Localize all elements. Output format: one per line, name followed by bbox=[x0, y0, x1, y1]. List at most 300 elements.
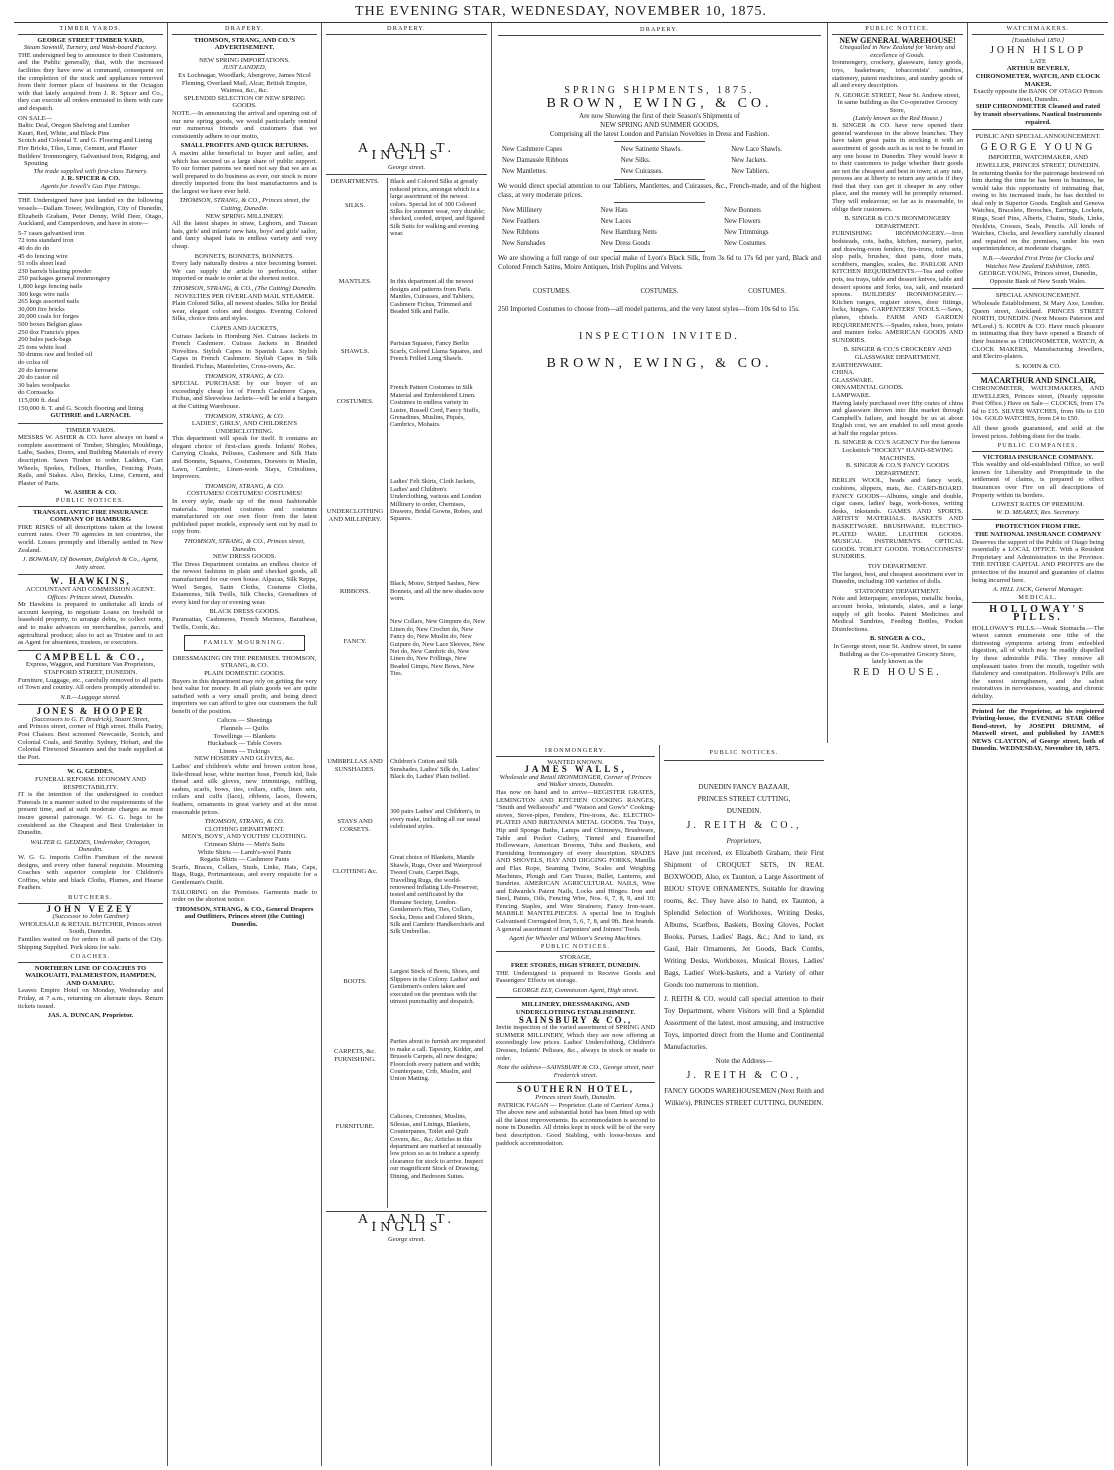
ad-body: This wealthy and old-established Office, so well known for Liberality and Promptitude in the settlement of claims, is prepared to effect Insurances over Fire on all descriptions of Property within its borders. bbox=[972, 461, 1104, 499]
table-row bbox=[498, 166, 821, 177]
ad-body: NOTE.—In announcing the arrival and opening out of our new spring goods, we would particularly remind our numerous friends and customers that we consistently adhere to our motto, bbox=[172, 109, 317, 140]
ad-body: Cuirass Jackets in Homburg Net. Cuirass Jackets in French Cashmere. Cuirass Jackets in Braided Novelties. Stylish Capes in Spanish Lace. Stylish Capes in French Cashmere. Stylish Capes in Silk Braided. Fichus, Mantelettes, Cross-overs, &c. bbox=[172, 332, 317, 370]
ad-body: and Princes street, corner of High street. Hulls Pastry, Post Chaises. Best screened Newcastle, Scotch, and Colonial Coals, and Smithy. Sydney, Hobart, and the Colonial Firewood Steamers and the trade supplied at the Port. bbox=[18, 723, 163, 761]
ad-list bbox=[18, 230, 163, 412]
inspection-label: INSPECTION INVITED. bbox=[579, 331, 740, 342]
list-item: Fire Bricks, Tiles, Lime, Cement, and Plaster bbox=[18, 144, 138, 152]
ad-subtitle: FANCY GOODS WAREHOUSEMEN (Next Reith and Wilkie's), PRINCES STREET CUTTING, DUNEDIN. bbox=[664, 1087, 824, 1107]
ad-body: THE Undersigned is prepared to Receive Goods and Passengers' Effects on storage. bbox=[496, 969, 655, 985]
ad-body: The above new and substantial hotel has been fitted up with all the latest improvements. Its accommodation is second to none in Dunedin. All drinks kept in stock will be of the very best description. Good Stabling, with loose-boxes and paddock accommodation. bbox=[496, 1109, 655, 1147]
section-label: BONNETS, BONNETS, BONNETS. bbox=[194, 252, 295, 260]
section-label: NOVELTIES PER OVERLAND MAIL STEAMER. bbox=[174, 292, 315, 300]
ad-subtitle: Proprietors, bbox=[726, 837, 762, 845]
ad-note: LATE bbox=[1029, 57, 1047, 65]
ad-body: Scarfs, Braces, Collars, Studs, Links, Hats, Caps, Bags, Rugs, Portmanteaus, and every requisite for a Gentleman's Outfit. bbox=[172, 863, 317, 886]
ad-body: MESSRS W. ASHER & CO. have always on hand a complete assortment of Timber, Shingles, Mouldings, Laths, Sashes, Doors, and Building Materials of every description. Sawn Timber to order. Ladders, Cart Wheels, Spokes, Felloes, Hurdles, Fencing Posts, Rails, and Stakes. Also, Bricks, Lime, Cement, and Plaster of Paris. bbox=[18, 434, 163, 487]
ad-list bbox=[172, 841, 317, 864]
department-label: MANTLES. bbox=[338, 278, 372, 286]
list-item: 250 packages general ironmongery bbox=[18, 275, 111, 283]
divider bbox=[614, 251, 704, 252]
department-desc: Largest Stock of Boots, Shoes, and Slippers in the Colony. Ladies' and Gentlemen's orders taken and executed on the premises with the utmost punctuality and despatch. bbox=[390, 968, 480, 1005]
department-label: SILKS. bbox=[345, 202, 365, 210]
ad-body: Mr Hawkins is prepared to undertake all kinds of account keeping, to negotiate Loans on freehold or leasehold property, to arrange debts, to collect rents, and to make advances on merchandise, parcels, and agricultural produce; also to act as Trustee and to act as Agent for absentees, trustees, or executors. bbox=[18, 601, 163, 647]
firm-name: J. REITH & CO., bbox=[686, 820, 802, 831]
section-label: SPECIAL ANNOUNCEMENT. bbox=[995, 292, 1081, 300]
ad-list bbox=[832, 362, 963, 400]
list-item: Builders' Ironmongery, Galvanised Iron, Ridging, and Spouting bbox=[18, 152, 161, 168]
table-cell: New Lace Shawls. bbox=[731, 146, 783, 153]
section-header: COACHES. bbox=[18, 953, 163, 963]
table-cell: New Flowers bbox=[724, 218, 761, 225]
ad-signature: GUTHRIE and LARNACH. bbox=[50, 412, 131, 420]
ad-body: Have just received, ex Elizabeth Graham, their First Shipment of CROQUET SETS, IN REAL BOXWOOD, Also, ex Taunton, a Large Assortment of BIJOU STOVE ORNAMENTS, Suitable for drawing rooms, &c. They have also to hand, ex Taunton, a Splendid Selection of Workboxes, Writing Desks, Albums, Scarfbos, Baskets, Boxing Gloves, Pocket Books, Purses, Ladies' Bags, &c.; And to land, ex Gaul, Hair Ornaments, Jet Goods, Back Combs, Writing Desks, Workboxes, Musical Boxes, Ladies' Bags, Ladies' Work-baskets, and a Variety of other Goods too numerous to mention. bbox=[664, 849, 824, 989]
list-item: Kauri, Red, White, and Black Pine bbox=[18, 129, 110, 137]
column-timber bbox=[14, 23, 168, 1466]
mourning-box: FAMILY MOURNING. bbox=[184, 635, 305, 651]
ad-signature: THOMSON, STRANG, & CO., Princes street, the Cutting, Dunedin. bbox=[179, 197, 310, 213]
list-item: Huckaback — Table Covers bbox=[207, 740, 282, 748]
ad-body: Invite inspection of the varied assortment of SPRING AND SUMMER MILLINERY, Which they are now offering at exceedingly low prices. Ladies' Underclothing, Children's Dresses, Infants' Pelisses, &c., always in stock or made to order. bbox=[496, 1024, 655, 1062]
table-row bbox=[498, 216, 821, 227]
ad-address: Offices: Princes street, Dunedin. bbox=[47, 593, 134, 601]
list-item: ORNAMENTAL GOODS. bbox=[832, 384, 904, 392]
ad-title: W. G. GEDDES. bbox=[67, 768, 114, 776]
ad-signature: THOMSON, STRANG, & CO. bbox=[204, 482, 285, 490]
ad-title: JOHN VEZEY bbox=[46, 903, 135, 914]
ad-title: SAINSBURY & CO., bbox=[518, 1014, 633, 1025]
ad-title: VICTORIA INSURANCE COMPANY. bbox=[982, 453, 1094, 461]
department-desc: New Collars, New Gimpure do, New Linen do, New Crochet do, New Fancy do, New Muslin do, New Guipure do, New Lace Sleeves, New Net do, New Cambric do, New Linen do, New Frillings, New Beaded Gimps, New Bows, New Ties. bbox=[390, 618, 485, 678]
list-item: Flannels — Quilts bbox=[220, 725, 269, 733]
ad-title: GEORGE YOUNG bbox=[980, 141, 1096, 153]
ad-body: WHOLESALE & RETAIL BUTCHER, Princes street South, Dunedin. bbox=[19, 920, 162, 936]
section-label: NEW SPRING IMPORTATIONS. bbox=[199, 56, 290, 64]
ad-title: JAMES WALLS, bbox=[524, 764, 627, 775]
ad-subtitle: ARTHUR BEVERLY, bbox=[1006, 65, 1070, 73]
table-cell: New Damassée Ribbons bbox=[502, 157, 569, 164]
ad-signature: THOMSON, STRANG, & CO. bbox=[204, 372, 285, 380]
department-label: UMBRELLAS AND SUNSHADES. bbox=[327, 758, 383, 773]
table-cell: New Dress Goods bbox=[600, 240, 651, 247]
list-item: 115,000 ft. deal bbox=[18, 396, 60, 404]
divider bbox=[326, 174, 487, 175]
ad-signature: GEORGE ELY, Commission Agent, High street. bbox=[512, 986, 639, 994]
column-header: DRAPERY. bbox=[172, 25, 317, 35]
list-item: EARTHENWARE. bbox=[832, 361, 883, 369]
section-header: PUBLIC NOTICES. bbox=[496, 943, 655, 953]
ad-note: PATRICK FAGAN — Proprietor. (Late of Carriers' Arms.) bbox=[497, 1101, 654, 1109]
table-cell: New Satinette Shawls. bbox=[620, 146, 683, 153]
column-thomson-strang bbox=[168, 23, 322, 1466]
firm-name: BROWN, EWING, & CO. bbox=[546, 96, 773, 111]
ad-body: Wholesale Establishment, St Mary Axe, London. Queen street, Auckland. PRINCES STREET NORTH, DUNEDIN. (Next Messrs Paterson and M'Leod.) S. KOHN & CO. Have much pleasure in intimating that they have opened a Branch of their business as CHRONOMETER, WATCH, & CLOCK MAKERS, Manufacturing Jewellers, and Electro-platers. bbox=[972, 300, 1104, 361]
table-cell: New Trimmings bbox=[724, 229, 769, 236]
ad-subtitle: CHRONOMETER, WATCH, AND CLOCK MAKER. bbox=[975, 72, 1101, 88]
ad-intro: Comprising all the latest London and Parisian Novelties in Dress and Fashion. bbox=[549, 130, 770, 138]
ad-address: Exactly opposite the BANK OF OTAGO Princes street, Dunedin. bbox=[973, 88, 1103, 103]
list-item: 1,800 kegs fencing nails bbox=[18, 283, 83, 290]
ad-intro: Are now Showing the first of their Season's Shipments of bbox=[579, 112, 740, 120]
list-item: CHINA. bbox=[832, 369, 855, 377]
list-item: 30,000 fire bricks bbox=[18, 305, 65, 313]
table-cell: New Cashmere Capes bbox=[502, 146, 563, 153]
section-label: DRESSMAKING ON THE PREMISES. THOMSON, STRANG, & CO. bbox=[172, 654, 317, 670]
list-item: Regatta Shirts — Cashmere Pants bbox=[199, 856, 290, 864]
section-label: STORAGE. bbox=[559, 954, 592, 962]
table-cell: New Bonnets bbox=[724, 207, 761, 214]
department-label: FANCY. bbox=[343, 638, 367, 646]
list-item: LAMPWARE. bbox=[832, 391, 871, 399]
firm-name: J. REITH & CO., bbox=[686, 1070, 802, 1081]
section-label: CLOTHING DEPARTMENT. bbox=[204, 825, 285, 833]
department-label: CLOTHING &c. bbox=[332, 868, 378, 876]
ad-body: THE undersigned beg to announce to their Customers, and the Public generally, that, with the increased facilities they have now at command, consequent on the completion of the stock and appliances removed from their former place of business in the Octagon with that lately acquired from J. R. Spicer and Co., they can execute all orders entrusted to them with care and despatch. bbox=[18, 51, 163, 112]
department-label: CARPETS, &c. FURNISHING. bbox=[334, 1048, 376, 1063]
list-item: GLASSWARE. bbox=[832, 376, 874, 384]
ad-subtitle: (Successor to John Gardner) bbox=[52, 913, 129, 921]
table-cell: New Hats bbox=[600, 207, 628, 214]
section-label: SPLENDID SELECTION OF NEW SPRING GOODS. bbox=[183, 94, 306, 110]
ad-title: FREE STORES, HIGH STREET, DUNEDIN. bbox=[510, 962, 641, 970]
ad-body: 250 Imported Costumes to choose from—all model patterns, and the very latest styles—from 10s 6d to 15s. bbox=[498, 305, 800, 313]
ad-title: NEW GENERAL WAREHOUSE! bbox=[839, 35, 956, 45]
department-label: FURNITURE. bbox=[335, 1123, 375, 1131]
ad-body: In every style, made up of the most fashionable materials. Imported costumes and costumes manufactured on our own floor from the latest published paper models, expressly sent out by mail to copy from. bbox=[172, 498, 317, 536]
column-header: PUBLIC NOTICE. bbox=[832, 25, 963, 35]
department-desc: Parties about to furnish are requested to make a call. Tapestry, Kidder, and Brussels Carpets, all new designs; Floorcloth every pattern and width; Counterpane, Crib, Muslin, and Union Matting. bbox=[390, 1038, 485, 1083]
ad-title: JONES & HOOPER bbox=[36, 706, 145, 717]
department-label: BOOTS. bbox=[343, 978, 367, 986]
department-desc: Black, Moire, Striped Sashes, New Bonnets, and all the new shades now worn. bbox=[390, 580, 485, 603]
ad-body: Plain Colored Silks, all newest shades. Silks for Bridal wear, elegant colors and designs. Evening Colored Silks, choice tints and styles. bbox=[172, 300, 317, 323]
divider bbox=[972, 519, 1104, 520]
column-header: TIMBER YARDS. bbox=[18, 25, 163, 35]
firm-name: BROWN, EWING, & CO. bbox=[546, 356, 773, 371]
department-desc: In this department all the newest designs and patterns from Paris. Mantles, Cuirasses, and Tabliers, Cashmere Fichus, Trimmed and Beaded Silk and Faille. bbox=[390, 278, 475, 315]
ad-body: The largest, best, and cheapest assortment ever in Dunedin, including 100 varieties of dolls. bbox=[832, 570, 963, 586]
ad-list bbox=[172, 717, 317, 755]
section-label: STATIONERY DEPARTMENT. bbox=[854, 587, 941, 595]
department-label: UNDERCLOTHING AND MILLINERY. bbox=[326, 508, 384, 523]
ad-body: Deserves the support of the Public of Otago being essentially a LOCAL OFFICE. With a Resident Proprietary and Administration in the Province. THE ENTIRE CAPITAL AND PROFITS are the protection of the insured and guarantee of claims being incurred here. bbox=[972, 538, 1104, 584]
table-cell: New Tabliers. bbox=[731, 168, 770, 175]
column-watchmakers bbox=[968, 23, 1108, 1466]
department-label: DEPARTMENTS. bbox=[330, 178, 380, 186]
ad-body: The Dress Department contains an endless choice of the newest fashions in plain and checked goods, all manufactured for our own house. Alpacas, Silk Repps, Wool Serges, Satin Cloths, Costume Cloths, Estamenes, Silk Twills, Silk Checks, Grenadines of every kind for day or evening wear. bbox=[172, 560, 317, 606]
table-row bbox=[498, 286, 821, 297]
ad-body: CHRONOMETER, WATCHMAKERS, AND JEWELLERS, Princes street, (Nearly opposite Post Office.) Have on Sale— CLOCKS, from 17s 6d to £15. SILVER WATCHES, from 60s to £10 10s. GOLD WATCHES, from £4 to £50. bbox=[972, 384, 1104, 423]
table-row bbox=[498, 155, 821, 166]
table-row bbox=[498, 238, 821, 249]
ad-body: All these goods guaranteed, and sold at the lowest prices. Jobbing done for the trade. bbox=[972, 424, 1104, 440]
department-desc: Children's Cotton and Silk Sunshades, Ladies' Silk do, Ladies' Black do, Ladies' Plain twilled. bbox=[390, 758, 480, 781]
ad-body: In returning thanks for the patronage bestowed on him during the time he has been in business, he would take this opportunity of intimating that, owing to his increased trade, he has decided to deal only in Superior Goods. English and Geneva Watches, Bracelets, Brooches, Earrings, Lockets, Rings, Scarf Pins, Alberts, Chains, Studs, Links, Necklets, Crosses, Seals, Pencils. All kinds of Watches, Clocks, and Jewellery carefully cleaned and repaired on the premises, under his own superintendence, at moderate charges. bbox=[972, 169, 1104, 253]
department-desc: Calicoes, Cretonnes, Muslins, Silesias, and Linings, Blankets, Counterpanes, Toilet and Quilt Covers, &c., &c. Articles in this department are marked at unusually low prices so as to induce a speedy clearance for stock to arrive. Inspect our magnificent Stock of Drawing, Dining, and Bedroom Suites. bbox=[390, 1113, 483, 1180]
list-item: 40 do do do bbox=[18, 245, 50, 253]
ad-address: In George street, near St. Andrew street, In same Building as the Co-operative Grocery Store, lately known as the bbox=[833, 642, 962, 666]
ad-body: We would direct special attention to our Tabliers, Mantlettes, and Cuirasses, &c., French-made, and of the highest class, at very moderate prices. bbox=[498, 182, 821, 199]
divider bbox=[614, 141, 704, 142]
ad-title: HOLLOWAY'S PILLS. bbox=[989, 604, 1087, 623]
ad-subtitle: FUNERAL REFORM. ECONOMY AND RESPECTABILITY. bbox=[35, 776, 146, 791]
ad-signature: WALTER G. GEDDES, Undertaker, Octagon, Dunedin. bbox=[30, 838, 151, 854]
table-cell: New Millinery bbox=[502, 207, 543, 214]
ad-body: Ladies' and children's white and brown cotton hose, lisle-thread hose, white merino hose, French kid, lisle thread and silk gloves, new trimmings, ruffling, sashes, scarfs, bows, ties, collars, cuffs, linen sets, collars and cuffs (lace), ribbons, laces, flowers, feathers, ornaments in great variety and at the most reasonable prices. bbox=[172, 763, 317, 816]
list-item: do colza oil bbox=[18, 358, 49, 366]
ad-title: PRINCES STREET CUTTING, bbox=[697, 795, 791, 803]
ad-signature: B. SINGER & CO., bbox=[870, 635, 925, 643]
section-label: PLAIN DOMESTIC GOODS. bbox=[204, 669, 285, 677]
ad-label: ON SALE— bbox=[18, 114, 53, 122]
ad-body: Ex Lochnagar, Woodlark, Abergrove, James Nicol Fleming, Overland Mail, Alcar, British Empire, Waimea, &c., &c. bbox=[178, 71, 311, 95]
table-cell: COSTUMES. bbox=[748, 288, 787, 295]
table-cell: New Ribbons bbox=[502, 229, 540, 236]
divider bbox=[18, 574, 163, 575]
column-header: DRAPERY. bbox=[498, 25, 821, 36]
department-label: STAYS AND CORSETS. bbox=[337, 818, 373, 833]
ad-title: THOMSON, STRANG, AND CO.'S ADVERTISEMENT. bbox=[193, 36, 296, 52]
department-label: SHAWLS. bbox=[340, 348, 370, 356]
ad-note: Note the Address— bbox=[715, 1057, 773, 1065]
ad-body: Ironmongery, crockery, glassware, fancy goods, toys, basketware, tobacconists' sundries, stationery, patent medicines, and sundry goods of all and every description. bbox=[832, 59, 963, 90]
department-label: RIBBONS. bbox=[339, 588, 371, 596]
ad-title: PROTECTION FROM FIRE. bbox=[995, 523, 1081, 531]
ad-note: N.B.—Luggage stored. bbox=[60, 693, 121, 701]
firm-address: George street. bbox=[387, 1235, 426, 1243]
section-label: NEW HOSIERY AND GLOVES, &c. bbox=[194, 755, 295, 763]
table-cell: New Cuirasses. bbox=[620, 168, 663, 175]
section-label: LADIES', GIRLS', AND CHILDREN'S UNDERCLOTHING. bbox=[191, 420, 298, 435]
ad-body: Paramattas, Cashmeres, French Merinos, Baratheas, Twills, Cords, &c. bbox=[172, 615, 317, 631]
column-reith bbox=[660, 745, 828, 1466]
ad-title: JOHN HISLOP bbox=[989, 45, 1087, 57]
ad-body: FIRE RISKS of all descriptions taken at the lowest current rates. Over 70 agencies in ten countries, the world. Losses promptly and liberally settled in New Zealand. bbox=[18, 523, 163, 554]
ad-body: All the latest shapes in straw, Leghorn, and Tuscan hats, girls' and infants' new hats, boys' and girls' sailor, and fancy shaped hats in endless variety and very cheap. bbox=[172, 220, 317, 251]
department-desc: French Pattern Costumes in Silk Material and Embroidered Linen. Costumes in endless variety in Lustre, Russell Cord, Fancy Stuffs, Grenadines, Muslins, Piqués, Cambrics, Mohairs. bbox=[390, 384, 480, 429]
ad-body: Having lately purchased over fifty crates of china and glassware thrown into this market through Campbell's failure, and bought by us at about English cost, we are enabled to sell most goods at half the regular prices. bbox=[832, 399, 963, 437]
divider bbox=[18, 193, 163, 194]
ad-signature: THOMSON, STRANG, & CO., General Drapers and Outfitters, Princes street (the Cutting) Dunedin. bbox=[175, 905, 314, 928]
department-label: COSTUMES. bbox=[336, 398, 374, 406]
ad-subtitle: Wholesale and Retail IRONMONGER, Corner of Princes and Walker streets, Dunedin. bbox=[499, 773, 652, 789]
section-label: LOWEST RATES OF PREMIUM. bbox=[991, 501, 1085, 509]
list-item: White Shirts — Lamb's-wool Pants bbox=[197, 848, 292, 856]
ad-note: Agents for Jewell's Gas Pipe Fittings. bbox=[40, 182, 141, 190]
ad-body: Every lady naturally desires a nice becoming bonnet. We can supply the article to perfection, either imported or made to order at the shortest notice. bbox=[172, 260, 317, 283]
list-item: 200 bales pack-bags bbox=[18, 336, 72, 344]
table-cell: New Hamburg Netts bbox=[600, 229, 657, 236]
table-cell: New Costumes bbox=[724, 240, 766, 247]
section-header: PUBLIC COMPANIES. bbox=[972, 442, 1104, 452]
ad-title: MACARTHUR AND SINCLAIR, bbox=[980, 376, 1096, 386]
divider bbox=[614, 179, 704, 180]
brown-ewing-ad bbox=[492, 23, 828, 743]
divider bbox=[972, 288, 1104, 289]
table-cell: COSTUMES. bbox=[532, 288, 571, 295]
divider bbox=[972, 373, 1104, 374]
department-desc: Great choice of Blankets, Mantle Shawls, Rugs, Over and Waterproof Tweed Coats, Carpet Bags, Travelling Rugs, the world-renowned Inflating Life-Preserver, tested and certificated by the Humane Society, London. Gentlemen's Hats, Ties, Collars, Socks, Dress and Colored Shirts, Silk and Cambric Handkerchiefs and Silk Umbrellas. bbox=[390, 854, 485, 936]
column-singer bbox=[828, 23, 968, 1466]
table-row bbox=[498, 205, 821, 216]
section-label: JUST LANDED, bbox=[222, 64, 267, 72]
list-item: 30 bales woolpacks bbox=[18, 381, 70, 389]
goods-grid bbox=[498, 144, 821, 177]
table-cell: New Feathers bbox=[502, 218, 540, 225]
section-label: COSTUMES! COSTUMES! COSTUMES! bbox=[186, 490, 303, 498]
section-label: MEN'S, BOYS', AND YOUTHS' CLOTHING. bbox=[181, 833, 308, 841]
ad-body: Note and letterpaper, envelopes, metallic books, account books, inkstands, slates, and a large supply of gilt books. Patent Medicines and Medical Sundries, Feeding Bottles, Pocket Disinfections. bbox=[832, 595, 963, 633]
list-item: 51 rolls sheet lead bbox=[18, 260, 66, 268]
ad-body: SPECIAL PURCHASE by our buyer of an exceedingly cheap lot of French Cashmere Capes, Fichus, and Sleeveless Jackets—will be sold a bargain at the Cutting Warehouse. bbox=[172, 380, 317, 410]
list-item: Towellings — Blankets bbox=[213, 732, 276, 740]
table-cell: New Sunshades bbox=[502, 240, 546, 247]
ad-signature: J. BOWMAN, Of Bowman, Dalgleish & Co., Agent, Jetty street. bbox=[22, 556, 159, 571]
ad-body: THE Undersigned have just landed ex the following vessels—Dallam Tower, Wellington, City of Dunedin, Elizabeth Graham, Peter Denny, Wild Deer, Otago, Auckland, and Camperdown, and have in store— bbox=[18, 197, 163, 228]
ad-subtitle: Unequalled in New Zealand for Variety and excellence of Goods. bbox=[839, 44, 956, 59]
ad-body: HOLLOWAY'S PILLS.—Weak Stomachs.—The wisest cannot enumerate one tithe of the distressing symptoms arising from enfeebled digestion, all of which may be readily dispelled by these admirable Pills. They remove all unpleasant tastes from the mouth, together with flatulency and constipation. Holloway's Pills are the surest strengtheners, and the safest restoratives in nervousness, wasting, and chronic debility. bbox=[972, 624, 1104, 700]
section-header: PUBLIC NOTICES. bbox=[18, 497, 163, 507]
department-list bbox=[326, 178, 487, 1208]
ad-title: W. HAWKINS, bbox=[50, 576, 131, 587]
table-cell: New Jackets. bbox=[731, 157, 768, 164]
list-item: 5-7 cases galvanised iron bbox=[18, 229, 85, 237]
section-label: B. SINGER & CO.'S CROCKERY AND GLASSWARE DEPARTMENT. bbox=[843, 346, 952, 361]
list-item: 150,000 ft. T. and G. Scotch flooring and lining bbox=[18, 404, 144, 412]
ad-address: N. GEORGE STREET, Near St. Andrew street, In same building as the Co-operative Grocery Store, bbox=[834, 91, 961, 114]
divider bbox=[496, 1082, 655, 1083]
wide-area bbox=[492, 23, 828, 1466]
table-cell: New Laces bbox=[600, 218, 632, 225]
table-cell: New Silks. bbox=[620, 157, 651, 164]
list-item: 250 doz Francis's pipes bbox=[18, 328, 80, 336]
ad-title: DUNEDIN. bbox=[726, 807, 762, 815]
ad-subtitle: Princes street South, Dunedin. bbox=[535, 1093, 616, 1101]
ad-subtitle: IMPORTER, WATCHMAKER, AND JEWELLER, PRINCES STREET, DUNEDIN. bbox=[975, 154, 1101, 169]
list-item: 72 tons standard iron bbox=[18, 237, 74, 245]
ad-subtitle: ACCOUNTANT AND COMMISSION AGENT. bbox=[26, 585, 155, 593]
divider bbox=[224, 54, 265, 55]
list-item: 265 kegs assorted nails bbox=[18, 298, 79, 306]
firm-address: George street. bbox=[387, 163, 426, 171]
ad-note: N.B.—Awarded First Prize for Clocks and Watches New Zealand Exhibition, 1865. bbox=[982, 255, 1094, 270]
section-header: MEDICAL. bbox=[972, 594, 1104, 604]
divider bbox=[18, 423, 163, 424]
ad-signature: A. HILL JACK, General Manager. bbox=[992, 586, 1084, 594]
ad-list bbox=[18, 122, 163, 168]
ad-signature: THOMSON, STRANG, & CO. bbox=[204, 412, 285, 420]
ad-body: We are showing a full range of our special make of Lyon's Black Silk, from 3s 6d to 17s 6d per yard, Black and Colored French Satins, Moire Antiques, Irish Poplins and Velvets. bbox=[498, 254, 821, 271]
ad-body: Buyers in this department may rely on getting the very best value for money. In all plain goods we are quite satisfied with a very small profit, and being direct importers we can afford to give our customers the full benefit of the position. bbox=[172, 677, 317, 715]
department-desc: Ladies' Felt Skirts, Cloth Jackets, Ladies' and Children's Underclothing, various and London Millinery to order, Chemises, Drawers, Bridal Gowns, Robes, and Squares. bbox=[390, 478, 483, 523]
section-label: B. SINGER & CO.'S AGENCY For the famous Lockstitch "HOCKEY" HAND-SEWING MACHINES. bbox=[834, 439, 961, 462]
list-item: 25 tons white lead bbox=[18, 343, 67, 351]
list-item: 20 do kerosene bbox=[18, 366, 58, 374]
column-header: PUBLIC NOTICES. bbox=[664, 747, 824, 761]
table-row bbox=[498, 144, 821, 155]
ad-note: [Established 1850.] bbox=[1011, 36, 1065, 44]
ad-title: CAMPBELL & CO., bbox=[35, 651, 146, 662]
table-row bbox=[498, 227, 821, 238]
ad-intro: NEW SPRING AND SUMMER GOODS, bbox=[600, 121, 719, 129]
ad-note: Agent for Wheeler and Wilson's Sewing Machines. bbox=[508, 935, 643, 943]
ad-body: FURNISHING IRONMONGERY.—Iron bedsteads, cots, baths, kitchen, nursery, parlor, and drawing-room fenders, fire-irons, toilet sets, slop pails, brushes, dust pans, door mats, scrubbers, mangles, scales, &c. PARLOR AND KITCHEN REQUIREMENTS.—Tea and coffee pots, tea trays, table and dessert knives, table and dessert spoons and forks, tea, salt, and mustard spoons. BUILDERS' IRONMONGERY.—Kitchen ranges, register stoves, door fittings, locks, hinges. CARPENTERS' TOOLS.—Saws, planes, chisels. FARM AND GARDEN REQUIREMENTS.—Spades, rakes, hoes, potato and manure forks. AMERICAN GOODS AND SUNDRIES. bbox=[832, 230, 963, 344]
list-item: 50 drums raw and boiled oil bbox=[18, 351, 93, 359]
ad-signature: J. R. SPICER & CO. bbox=[60, 175, 121, 183]
firm-name: A. AND T. INGLIS bbox=[358, 1212, 455, 1235]
goods-grid bbox=[498, 205, 821, 249]
ad-signature: JAS. A. DUNCAN, Proprietor. bbox=[47, 1012, 134, 1020]
column-header: IRONMONGERY. bbox=[496, 747, 655, 757]
department-desc: Black and Colored Silks at greatly reduced prices, amongst which is a large assortment of the newest colors. Special lot of 300 Colored Silks for summer wear, very durable; checked, corded, striped, and figured Silk Suits for walking and evening wear. bbox=[390, 178, 485, 238]
section-label: B. SINGER & CO.'S FANCY GOODS DEPARTMENT. bbox=[845, 462, 950, 477]
section-label: BLACK DRESS GOODS. bbox=[209, 608, 280, 616]
ad-title: MILLINERY, DRESSMAKING, AND UNDERCLOTHING ESTABLISHMENT. bbox=[515, 1001, 636, 1016]
ad-signature: W. D. MEARES, Res. Secretary. bbox=[996, 508, 1080, 516]
list-item: 230 barrels blasting powder bbox=[18, 267, 92, 275]
ad-signature: THOMSON, STRANG, & CO., Princes street, Dunedin. bbox=[184, 538, 305, 553]
ad-body: IT is the intention of the undersigned to conduct Funerals in a manner suited to the requirements of the present time, and at such moderate charges as must insure general patronage. W. G. G. begs to be considered as the Cheapest and Best Undertaker in Dunedin. bbox=[18, 791, 163, 837]
ad-subtitle: Express, Waggon, and Furniture Van Proprietors, STAFFORD STREET, DUNEDIN. bbox=[25, 661, 156, 676]
ad-signature: S. KOHN & CO. bbox=[1015, 362, 1061, 370]
ad-body: Has now on hand and to arrive—REGISTER GRATES, LEMINGTON AND KITCHEN COOKING RANGES, "Smith and Wellstood's" and "Watson and Gow's" Cooking-stoves, Stove-pipes, Fenders, Fire-irons, &c. ELECTRO-PLATED AND BRITANNIA METAL GOODS. Tea Trays, Hip and Sponge Baths, Lamps and Chimneys, Brushware, Table and Pocket Cutlery, Tinned and Enamelled Hollowware, American Brooms, Tubs and Buckets, and Furnishing Ironmongery of every description. SPADES AND SHOVELS, HAY AND DIGGING FORKS, Manilla and Flax Rope, Seaming Twine, Scales and Weighing Machines, Plough and Cart Traces, Bullet, Lanterns, and Sundries. AMERICAN AGRICULTURAL NAILS, Wire and Edwards's Patent Nails, Locks and Hinges. Iron and Steel, Paints, Oils, Fencing Wire, Nos. 6, 7, 8, 9, and 10; Fencing Staples, and Wire Strainers; Fancy Iron-ware. MARBLE MANTELPIECES. A special line in English Galvanised Corrugated Iron, 5, 6, 7, 8, and 9ft. Best brands. A general assortment of Carpenters' and Joiners' Tools. bbox=[496, 788, 655, 933]
column-walls bbox=[492, 745, 660, 1466]
list-item: Scotch and Colonial T. and G. Flooring and Lining bbox=[18, 137, 153, 145]
ad-body: Leaves Empire Hotel on Monday, Wednesday and Friday, at 7 a.m., returning on alternate days. Return tickets issued. bbox=[18, 987, 163, 1010]
section-label: B. SINGER & CO.'S IRONMONGERY DEPARTMENT. bbox=[844, 215, 951, 230]
ad-subtitle: Steam Sawmill, Turnery, and Wash-board Factory. bbox=[23, 44, 158, 52]
costumes-row bbox=[498, 286, 821, 297]
ad-title: SOUTHERN HOTEL, bbox=[516, 1084, 635, 1095]
ad-title: SPRING SHIPMENTS, 1875. bbox=[564, 85, 755, 96]
ad-body: This department will speak for itself. It contains an elegant choice of first-class goods. Infants' Robes, Carrying Cloaks, Pelisses, Cashmere and Silk Hats and Bonnets, Squares, Costumes, Drawers in Muslin, Lawn, Cambric, Linen-work Stays, Crinolines, Improvers. bbox=[172, 435, 317, 481]
ad-title: NORTHERN LINE OF COACHES TO WAIKOUAITI, PALMERSTON, HAMPDEN, AND OAMARU. bbox=[25, 964, 156, 987]
ad-signature: THOMSON, STRANG, & CO., (The Cutting) Dunedin. bbox=[172, 285, 317, 292]
list-item: 500 boxes Belgian glass bbox=[18, 320, 82, 328]
ad-body: TAILORING on the Premises. Garments made to order on the shortest notice. bbox=[172, 888, 317, 904]
ad-body: Furniture, Luggage, etc., carefully removed to all parts of Town and country. All orders promptly attended to. bbox=[18, 676, 163, 692]
divider bbox=[614, 202, 704, 203]
ad-body: J. REITH & CO. would call special attention to their Toy Department, where Visitors will find a Splendid Assortment of the latest, most amusing, and instructive Toys, imported direct from the Home and Continental Manufactories. bbox=[664, 995, 824, 1051]
ad-signature: GEORGE YOUNG, Princes street, Dunedin, Opposite Bank of New South Wales. bbox=[978, 270, 1098, 285]
columns-frame bbox=[14, 22, 1108, 1466]
list-item: 20 do castor oil bbox=[18, 374, 59, 382]
list-item: Baltic Deal, Oregon Shelving and Lumber bbox=[18, 122, 130, 130]
section-header: BUTCHERS. bbox=[18, 894, 163, 904]
divider bbox=[972, 704, 1104, 705]
table-cell: COSTUMES. bbox=[640, 288, 679, 295]
ad-title: THE NATIONAL INSURANCE COMPANY bbox=[974, 531, 1102, 539]
ad-title: DUNEDIN FANCY BAZAAR, bbox=[698, 783, 790, 791]
section-label: SMALL PROFITS AND QUICK RETURNS. bbox=[180, 142, 309, 150]
list-item: do Cornsacks bbox=[18, 389, 54, 397]
ad-title: TRANSATLANTIC FIRE INSURANCE COMPANY OF HAMBURG bbox=[33, 508, 148, 524]
list-item: Calicos — Sheetings bbox=[216, 717, 273, 725]
section-label: PUBLIC AND SPECIAL ANNOUNCEMENT. bbox=[975, 133, 1101, 141]
ad-body: Families waited on for orders in all parts of the City. Shipping Supplied. Pork skins for sale. bbox=[18, 935, 163, 951]
red-house-label: RED HOUSE. bbox=[853, 666, 942, 678]
ad-body: BERLIN WOOL, beads and fancy work, cushions, slippers, mats, &c. CARD-BOARD. FANCY GOODS—Albums, single and double, cigar cases, ladies' bags, work-boxes, writing desks, inkstands. GAMES AND SPORTS. ARTISTS' MATERIALS. BASKETS AND BASKETWARE. BRUSHWARE. ELECTRO-PLATED WARE. LEATHER GOODS. MUSICAL INSTRUMENTS. OPTICAL GOODS. TOILET GOODS. TOBACCONISTS' SUNDRIES. bbox=[832, 477, 963, 561]
ad-note: SHIP CHRONOMETER Cleaned and rated by transit observations. Nautical Instruments repaired. bbox=[974, 103, 1102, 126]
divider bbox=[972, 129, 1104, 130]
column-header: DRAPERY. bbox=[326, 25, 487, 35]
divider bbox=[18, 704, 163, 705]
ad-signature: W. ASHER & CO. bbox=[64, 489, 117, 497]
column-inglis bbox=[322, 23, 492, 1466]
list-item: 45 do fencing wire bbox=[18, 252, 68, 260]
ad-subtitle: (Successors to G. F. Bradrick), Stuart Street, bbox=[31, 715, 150, 723]
department-divider bbox=[387, 178, 388, 1208]
ad-signature: Note the address—SAINSBURY & CO., George street, near Frederick street. bbox=[496, 1064, 655, 1079]
